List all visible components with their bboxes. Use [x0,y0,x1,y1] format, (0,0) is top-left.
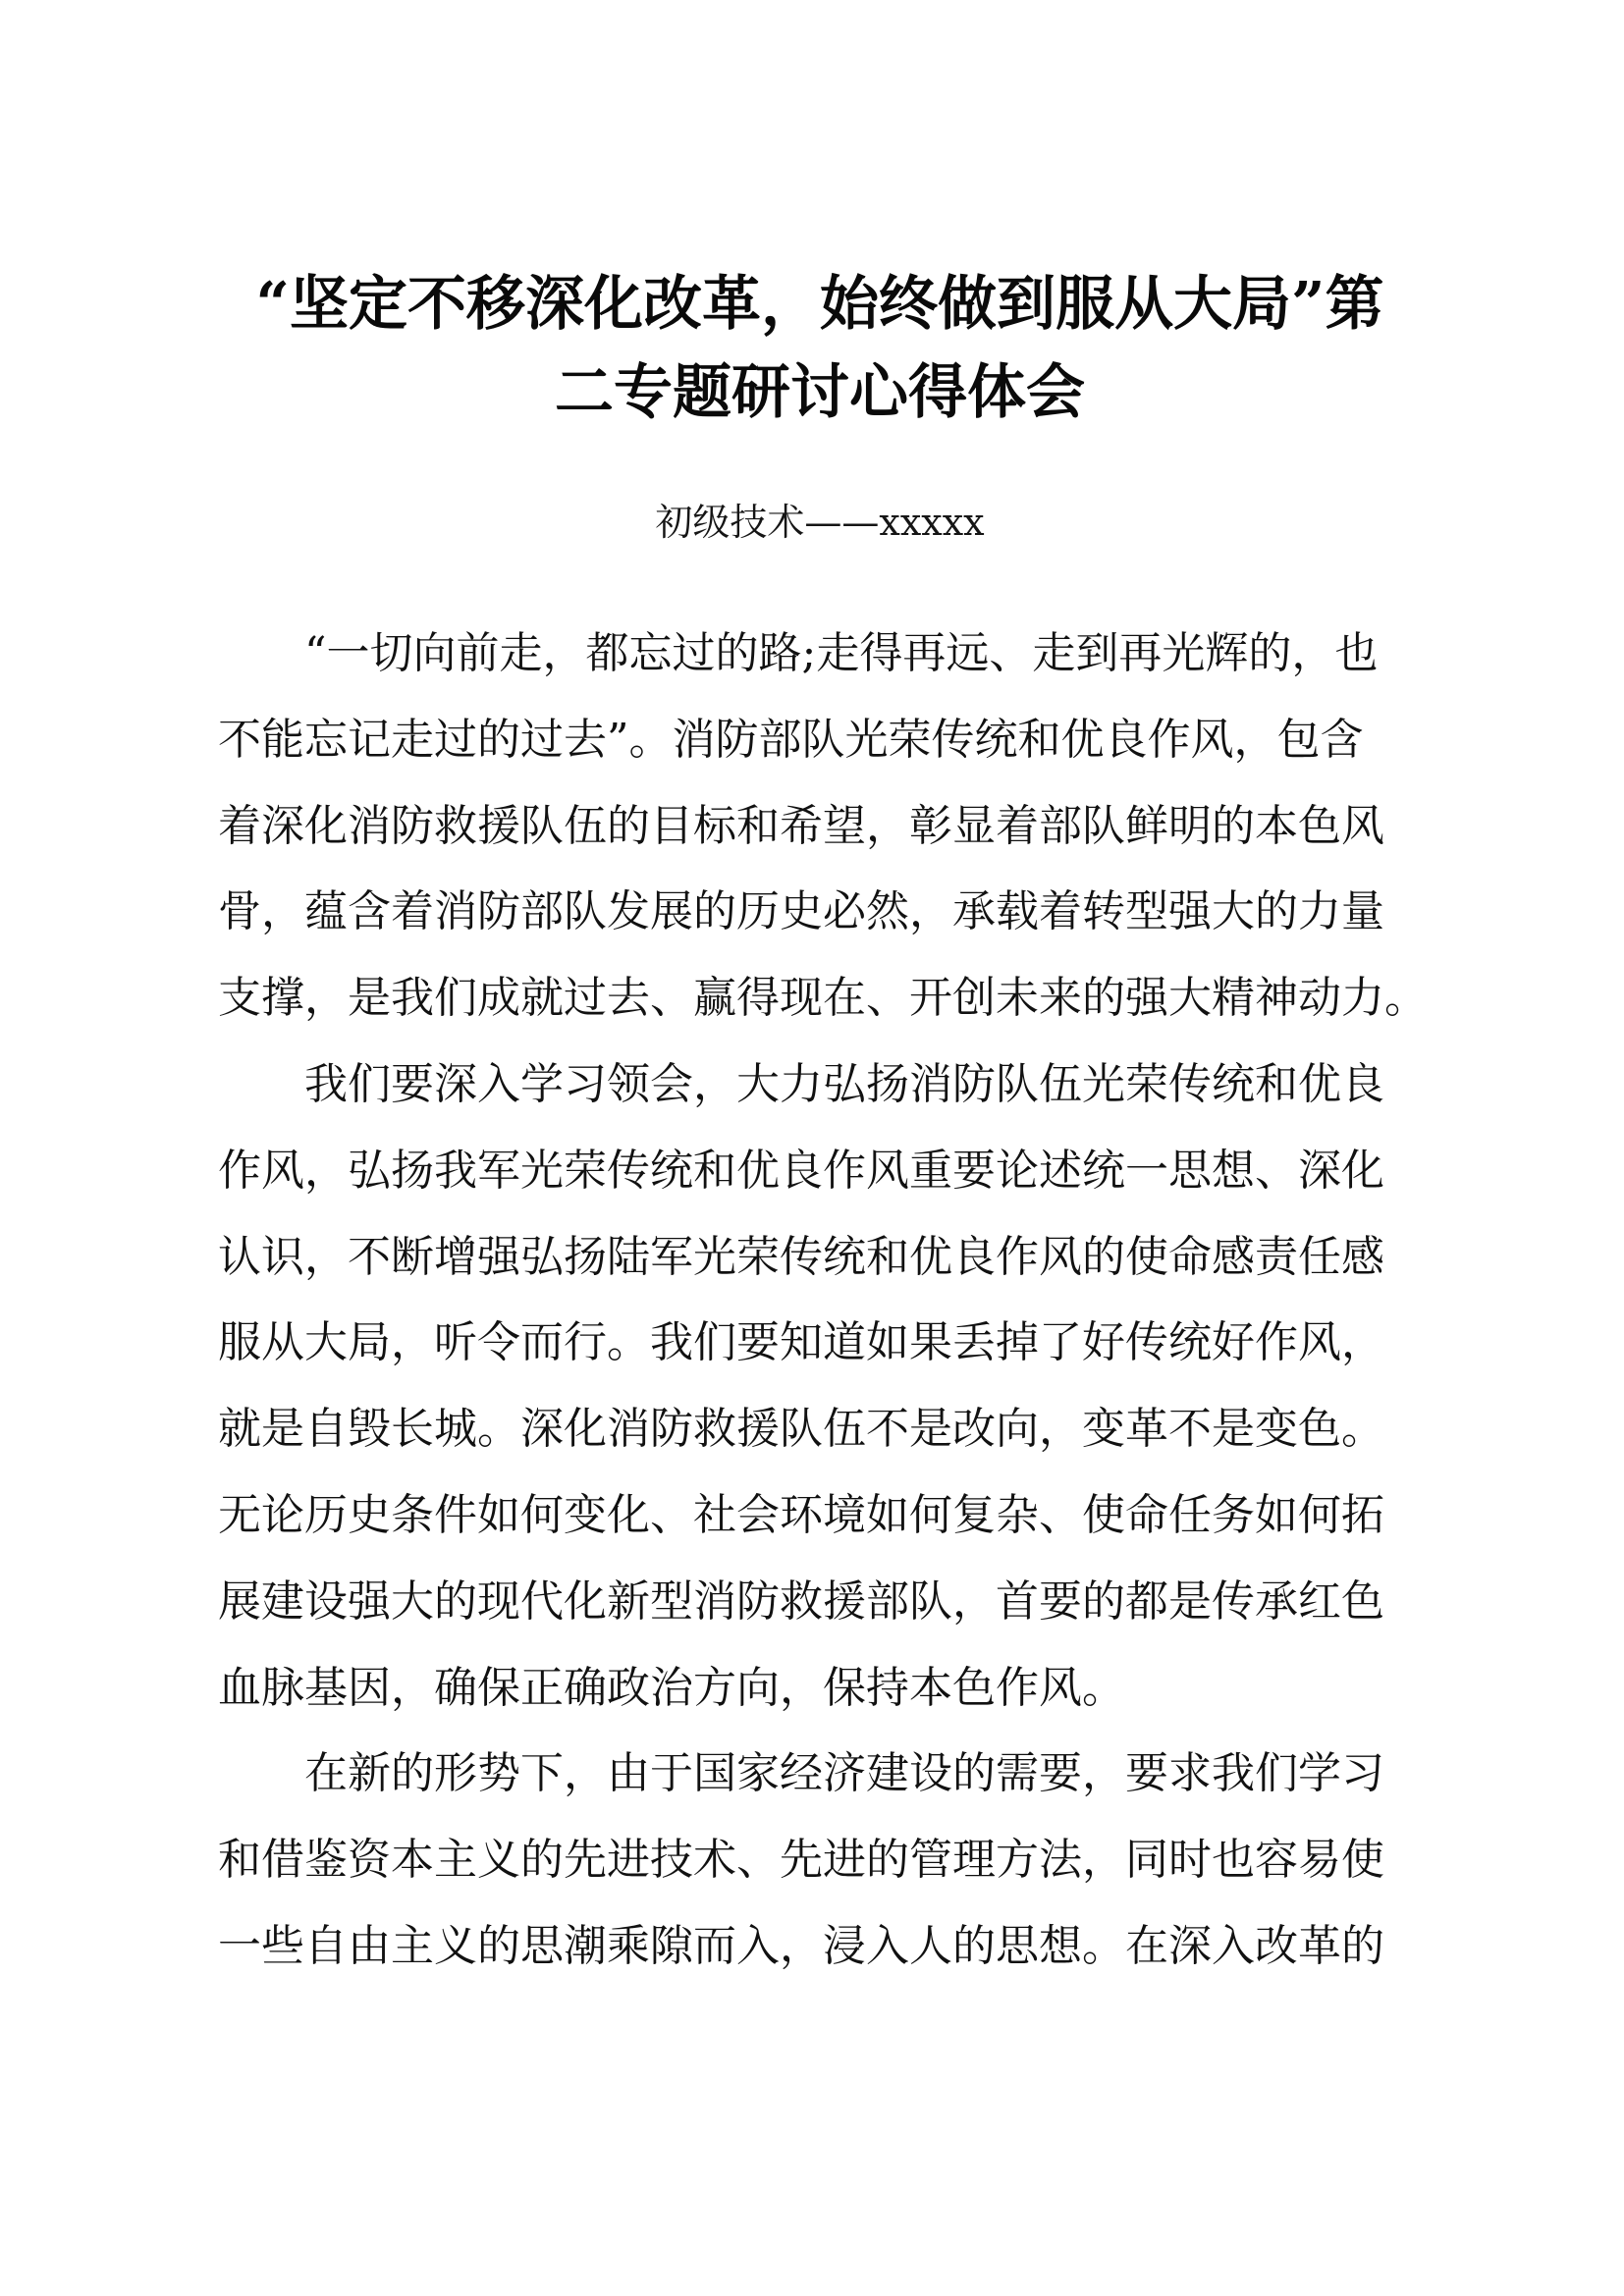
text-line: 骨，蕴含着消防部队发展的历史必然，承载着转型强大的力量 [218,886,1384,937]
paragraph [218,1041,1432,1731]
text-line: 我们要深入学习领会，大力弘扬消防队伍光荣传统和优良 [304,1058,1384,1109]
text-line: 血脉基因，确保正确政治方向，保持本色作风。 [218,1662,1125,1713]
paragraph [218,1731,1432,1989]
text-line: 不能忘记走过的过去”。消防部队光荣传统和优良作风，包含 [218,714,1364,765]
text-line: 无论历史条件如何变化、社会环境如何复杂、使命任务如何拓 [218,1489,1384,1540]
text-line: 展建设强大的现代化新型消防救援部队，首要的都是传承红色 [218,1575,1384,1627]
text-line: 一些自由主义的思潮乘隙而入，浸入人的思想。在深入改革的 [218,1920,1384,1971]
title-line: 二专题研讨心得体会 [555,358,1085,427]
title-line: “坚定不移深化改革，始终做到服从大局”第 [255,270,1384,339]
text-line: 和借鉴资本主义的先进技术、先进的管理方法，同时也容易使 [218,1835,1384,1886]
text-line: 支撑，是我们成就过去、赢得现在、开创未来的强大精神动力。 [218,973,1428,1024]
text-line: 着深化消防救援队伍的目标和希望，彰显着部队鲜明的本色风 [218,800,1384,851]
paragraph [218,611,1432,1041]
text-line: 服从大局，听令而行。我们要知道如果丢掉了好传统好作风， [218,1317,1384,1368]
text-line: 就是自毁长城。深化消防救援队伍不是改向，变革不是变色。 [218,1404,1384,1455]
text-line: 作风，弘扬我军光荣传统和优良作风重要论述统一思想、深化 [218,1145,1384,1196]
text-line: 认识，不断增强弘扬陆军光荣传统和优良作风的使命感责任感 [218,1231,1384,1282]
text-line: 在新的形势下，由于国家经济建设的需要，要求我们学习 [304,1748,1384,1799]
author-line: 初级技术——xxxxx [655,501,985,544]
document-title [187,260,1453,437]
text-line: “一切向前走，都忘过的路;走得再远、走到再光辉的，也 [304,628,1379,678]
document-body [218,611,1432,1990]
